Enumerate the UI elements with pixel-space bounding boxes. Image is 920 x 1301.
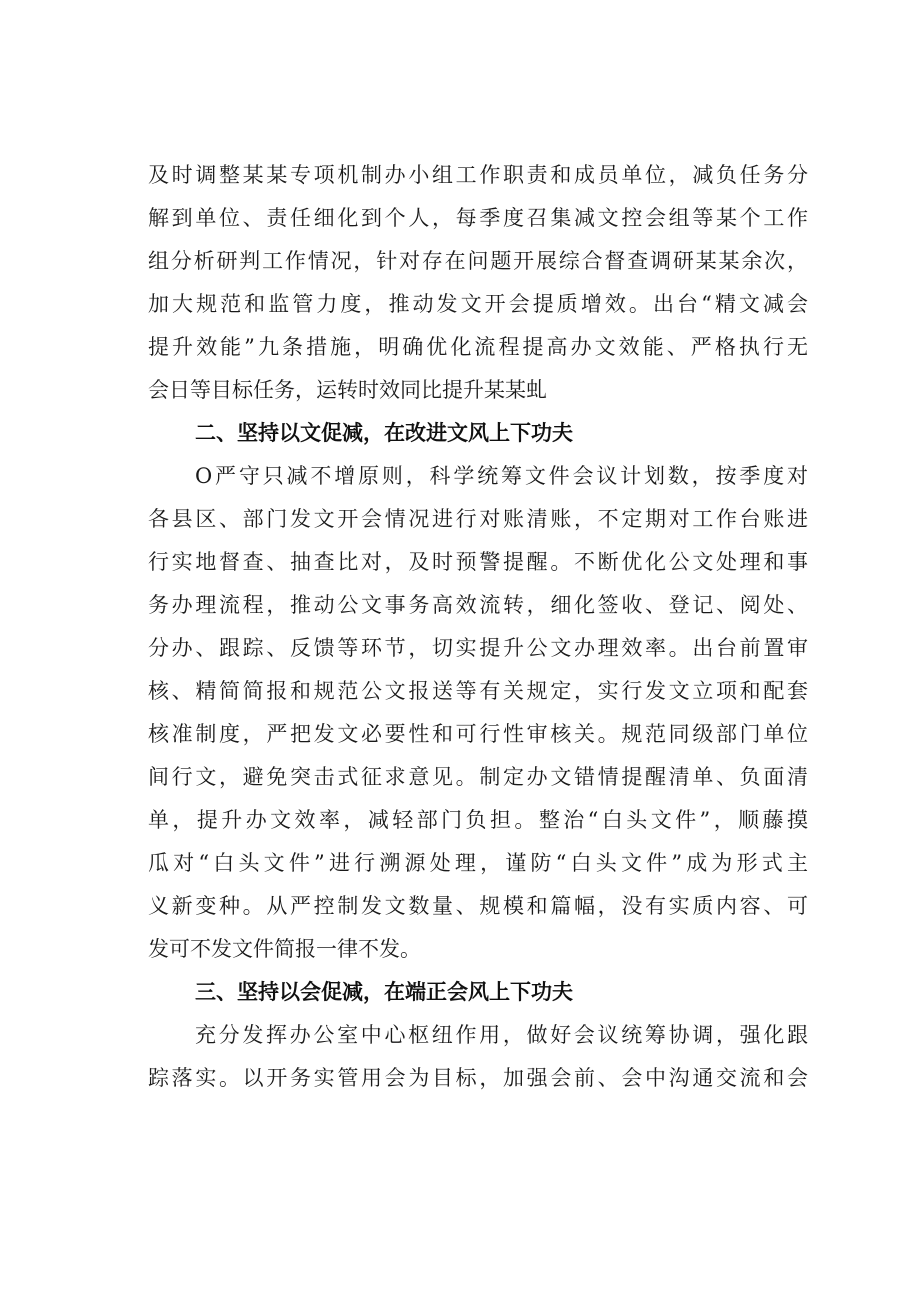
section-heading-2: 二、坚持以文促减，在改进文风上下功夫 — [195, 421, 573, 445]
paragraph-2-line-9: 单，提升办文效率，减轻部门负担。整治“白头文件”，顺藤摸 — [148, 808, 808, 832]
paragraph-1-line-5: 提升效能”九条措施，明确优化流程提高办文效能、严格执行无 — [148, 335, 808, 359]
paragraph-2-line-11: 义新变种。从严控制发文数量、规模和篇幅，没有实质内容、可 — [148, 894, 808, 918]
paragraph-2-line-8: 间行文，避免突击式征求意见。制定办文错情提醒清单、负面清 — [148, 765, 808, 789]
paragraph-2-line-5: 分办、跟踪、反馈等环节，切实提升公文办理效率。出台前置审 — [148, 636, 808, 660]
paragraph-2-line-2: 各县区、部门发文开会情况进行对账清账，不定期对工作台账进 — [148, 507, 808, 531]
paragraph-1-line-1: 及时调整某某专项机制办小组工作职责和成员单位，减负任务分 — [148, 163, 808, 187]
paragraph-2-line-10: 瓜对“白头文件”进行溯源处理，谨防“白头文件”成为形式主 — [148, 851, 808, 875]
paragraph-2-line-12: 发可不发文件简报一律不发。 — [148, 937, 421, 961]
paragraph-1-line-6: 会日等目标任务，运转时效同比提升某某虬 — [148, 378, 547, 402]
paragraph-1-line-2: 解到单位、责任细化到个人，每季度召集减文控会组等某个工作 — [148, 206, 808, 230]
paragraph-2-line-6: 核、精简简报和规范公文报送等有关规定，实行发文立项和配套 — [148, 679, 808, 703]
paragraph-3-line-2: 踪落实。以开务实管用会为目标，加强会前、会中沟通交流和会 — [148, 1066, 808, 1090]
paragraph-1-line-4: 加大规范和监管力度，推动发文开会提质增效。出台“精文减会 — [148, 292, 808, 316]
paragraph-3-line-1: 充分发挥办公室中心枢纽作用，做好会议统筹协调，强化跟 — [195, 1023, 808, 1047]
paragraph-2-line-7: 核准制度，严把发文必要性和可行性审核关。规范同级部门单位 — [148, 722, 808, 746]
section-heading-3: 三、坚持以会促减，在端正会风上下功夫 — [195, 980, 573, 1004]
paragraph-2-line-1: O严守只减不增原则，科学统筹文件会议计划数，按季度对 — [195, 464, 808, 488]
paragraph-2-line-3: 行实地督查、抽查比对，及时预警提醒。不断优化公文处理和事 — [148, 550, 808, 574]
paragraph-1-line-3: 组分析研判工作情况，针对存在问题开展综合督查调研某某余次， — [148, 249, 808, 273]
paragraph-2-line-4: 务办理流程，推动公文事务高效流转，细化签收、登记、阅处、 — [148, 593, 808, 617]
